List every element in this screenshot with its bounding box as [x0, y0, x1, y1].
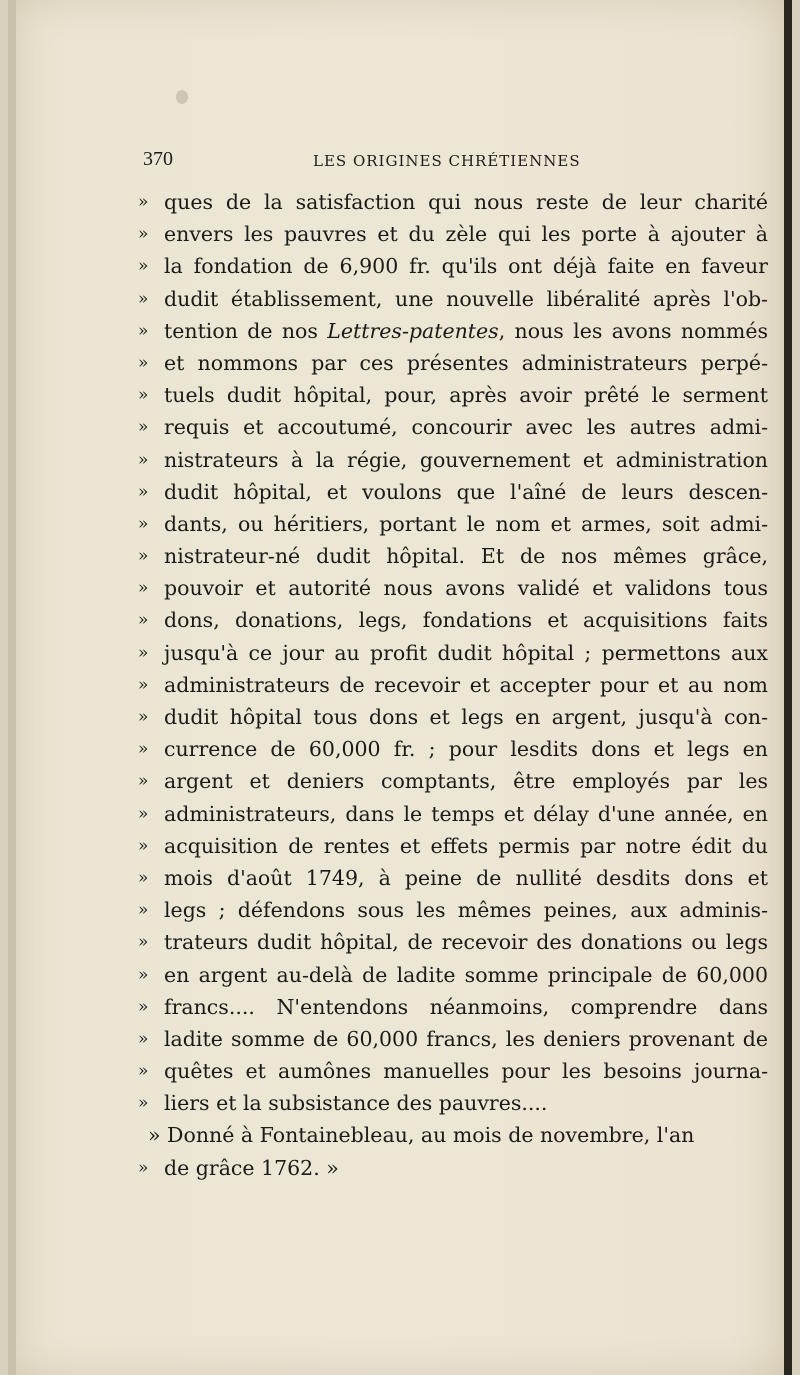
running-title: LES ORIGINES CHRÉTIENNES — [313, 152, 581, 170]
text-line — [128, 604, 768, 636]
line-text: acquisition de rentes et effets permis par notre édit du — [164, 833, 768, 858]
line-text-after: , nous les avons nommés — [498, 318, 768, 343]
line-text: argent et deniers comptants, être employés par les — [164, 769, 768, 794]
closing-line — [128, 1152, 768, 1184]
quote-mark: » — [138, 1093, 149, 1114]
text-line — [128, 733, 768, 765]
line-text: et nommons par ces présentes administrateurs perpé- — [164, 350, 768, 375]
line-text: pouvoir et autorité nous avons validé et validons tous — [164, 576, 768, 601]
line-text: envers les pauvres et du zèle qui les porte à ajouter à — [164, 222, 768, 247]
line-text: trateurs dudit hôpital, de recevoir des donations ou legs — [164, 930, 768, 955]
line-text: dudit hôpital, et voulons que l'aîné de leurs descen- — [164, 479, 768, 504]
text-line — [128, 637, 768, 669]
text-line — [128, 315, 768, 347]
quote-mark: » — [138, 288, 149, 309]
quote-mark: » — [138, 481, 149, 502]
quote-mark: » — [138, 803, 149, 824]
line-text: la fondation de 6,900 fr. qu'ils ont déjà faite en faveur — [164, 254, 768, 279]
line-text: dudit hôpital tous dons et legs en argent, jusqu'à con- — [164, 705, 768, 729]
text-line — [128, 701, 768, 733]
quote-mark: » — [138, 449, 149, 470]
quote-mark: » — [138, 256, 149, 277]
text-line — [128, 250, 768, 282]
quote-mark: » — [138, 1061, 149, 1082]
text-line — [128, 411, 768, 443]
line-text: requis et accoutumé, concourir avec les autres admi- — [164, 415, 768, 440]
text-line — [128, 926, 768, 958]
line-text: administrateurs, dans le temps et délay d'une année, en — [164, 801, 768, 826]
quote-mark: » — [138, 224, 149, 245]
text-line — [128, 798, 768, 830]
line-text: currence de 60,000 fr. ; pour lesdits dons et legs en — [164, 737, 768, 762]
line-text: ladite somme de 60,000 francs, les deniers provenant de — [164, 1026, 768, 1051]
text-line — [128, 379, 768, 411]
page-left-edge — [8, 0, 16, 1375]
body-text — [128, 186, 768, 1184]
page-right-edge — [784, 0, 792, 1375]
line-text: ques de la satisfaction qui nous reste de leur charité — [164, 190, 768, 214]
italic-title: Lettres-patentes — [327, 318, 499, 343]
quote-mark: » — [138, 610, 149, 631]
line-text: nistrateur-né dudit hôpital. Et de nos mêmes grâce, — [164, 544, 768, 569]
text-line — [128, 444, 768, 476]
line-text: dons, donations, legs, fondations et acquisitions faits — [164, 608, 768, 633]
line-text: administrateurs de recevoir et accepter pour et au nom — [164, 672, 768, 697]
paper-stain — [176, 90, 188, 104]
quote-mark: » — [138, 1157, 149, 1178]
text-line — [128, 540, 768, 572]
page-header — [0, 148, 800, 178]
quote-mark: » — [138, 1028, 149, 1049]
line-text: legs ; défendons sous les mêmes peines, aux adminis- — [164, 898, 768, 923]
quote-mark: » — [138, 320, 149, 341]
quote-mark: » — [138, 739, 149, 760]
text-line — [128, 765, 768, 797]
quote-mark: » — [138, 771, 149, 792]
text-line — [128, 283, 768, 315]
quote-mark: » — [138, 835, 149, 856]
text-line — [128, 991, 768, 1023]
line-text: nistrateurs à la régie, gouvernement et administration — [164, 447, 768, 472]
quote-mark: » — [138, 996, 149, 1017]
quote-mark: » — [138, 352, 149, 373]
line-text: francs.... N'entendons néanmoins, comprendre dans — [164, 994, 768, 1019]
text-line — [128, 830, 768, 862]
text-line — [128, 1023, 768, 1055]
text-line — [128, 862, 768, 894]
text-line — [128, 894, 768, 926]
quote-mark: » — [138, 964, 149, 985]
quote-mark: » — [138, 642, 149, 663]
text-line — [128, 508, 768, 540]
text-line — [128, 959, 768, 991]
quote-mark: » — [138, 578, 149, 599]
text-line — [128, 572, 768, 604]
text-line — [128, 669, 768, 701]
line-text: mois d'août 1749, à peine de nullité desdits dons et — [164, 865, 768, 890]
line-text-before: tention de nos — [164, 318, 328, 343]
text-line — [128, 218, 768, 250]
line-text: dudit établissement, une nouvelle libéralité après l'ob- — [164, 286, 768, 311]
closing-text: » Donné à Fontainebleau, au mois de novembre, l'an — [148, 1123, 695, 1148]
page-number: 370 — [143, 148, 173, 170]
text-line — [128, 476, 768, 508]
closing-date-text: de grâce 1762. » — [164, 1155, 339, 1180]
quote-mark: » — [138, 900, 149, 921]
line-text: dants, ou héritiers, portant le nom et armes, soit admi- — [164, 511, 768, 536]
quote-mark: » — [138, 513, 149, 534]
closing-line — [128, 1119, 768, 1151]
line-text: en argent au-delà de ladite somme principale de 60,000 — [164, 962, 768, 987]
quote-mark: » — [138, 932, 149, 953]
text-line — [128, 186, 768, 218]
quote-mark: » — [138, 385, 149, 406]
text-line — [128, 1055, 768, 1087]
line-text — [164, 315, 768, 347]
quote-mark: » — [138, 867, 149, 888]
line-text: tuels dudit hôpital, pour, après avoir prêté le serment — [164, 383, 768, 408]
text-line — [128, 1087, 768, 1119]
quote-mark: » — [138, 674, 149, 695]
line-text: quêtes et aumônes manuelles pour les besoins journa- — [164, 1059, 768, 1084]
quote-mark: » — [138, 417, 149, 438]
line-text: jusqu'à ce jour au profit dudit hôpital ; permettons aux — [164, 640, 768, 665]
line-text: liers et la subsistance des pauvres.... — [164, 1091, 548, 1116]
quote-mark: » — [138, 707, 149, 727]
quote-mark: » — [138, 192, 149, 212]
text-line — [128, 347, 768, 379]
quote-mark: » — [138, 546, 149, 567]
